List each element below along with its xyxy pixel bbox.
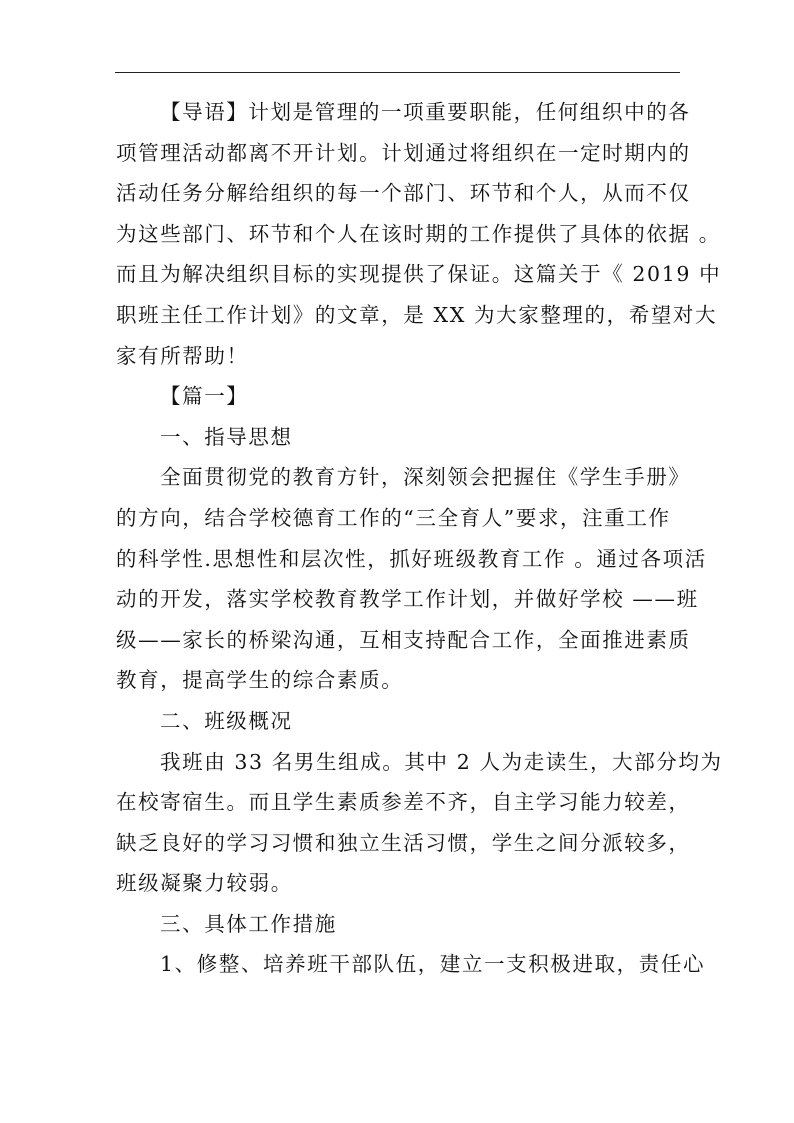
intro-line: 为这些部门、环节和个人在该时期的工作提供了具体的依据 。 xyxy=(116,221,721,246)
section-line: 班级凝聚力较弱。 xyxy=(116,871,293,896)
section-line: 动的开发，落实学校教育教学工作计划，并做好学校 ——班 xyxy=(116,587,699,612)
intro-line: 家有所帮助！ xyxy=(116,343,249,368)
section-line: 在校寄宿生。而且学生素质参差不齐，自主学习能力较差， xyxy=(116,790,691,815)
section-line: 全面贯彻党的教育方针，深刻领会把握住《学生手册》 xyxy=(160,465,691,490)
section-line: 我班由 33 名男生组成。其中 2 人为走读生，大部分均为 xyxy=(160,749,723,774)
intro-line: 而且为解决组织目标的实现提供了保证。这篇关于《 2019 中 xyxy=(116,262,722,287)
section-line: 的科学性.思想性和层次性，抓好班级教育工作 。通过各项活 xyxy=(116,546,707,571)
intro-line: 项管理活动都离不开计划。计划通过将组织在一定时期内的 xyxy=(116,140,691,165)
section-line: 教育，提高学生的综合素质。 xyxy=(116,668,404,693)
part-heading: 【篇一】 xyxy=(160,384,249,409)
header-rule xyxy=(115,72,680,73)
section-heading: 二、班级概况 xyxy=(160,708,293,733)
intro-line: 【导语】计划是管理的一项重要职能，任何组织中的各 xyxy=(160,100,691,124)
section-line: 1、修整、培养班干部队伍，建立一支积极进取，责任心 xyxy=(160,952,706,977)
section-line: 的方向，结合学校德育工作的“三全育人”要求，注重工作 xyxy=(116,505,671,530)
section-line: 缺乏良好的学习习惯和独立生活习惯，学生之间分派较多， xyxy=(116,830,691,855)
intro-line: 职班主任工作计划》的文章，是 XX 为大家整理的，希望对大 xyxy=(116,302,718,327)
document-body xyxy=(116,92,723,985)
intro-line: 活动任务分解给组织的每一个部门、环节和个人，从而不仅 xyxy=(116,181,691,206)
section-heading: 三、具体工作措施 xyxy=(160,911,337,936)
section-heading: 一、指导思想 xyxy=(160,424,293,449)
section-line: 级——家长的桥梁沟通，互相支持配合工作，全面推进素质 xyxy=(116,627,691,652)
